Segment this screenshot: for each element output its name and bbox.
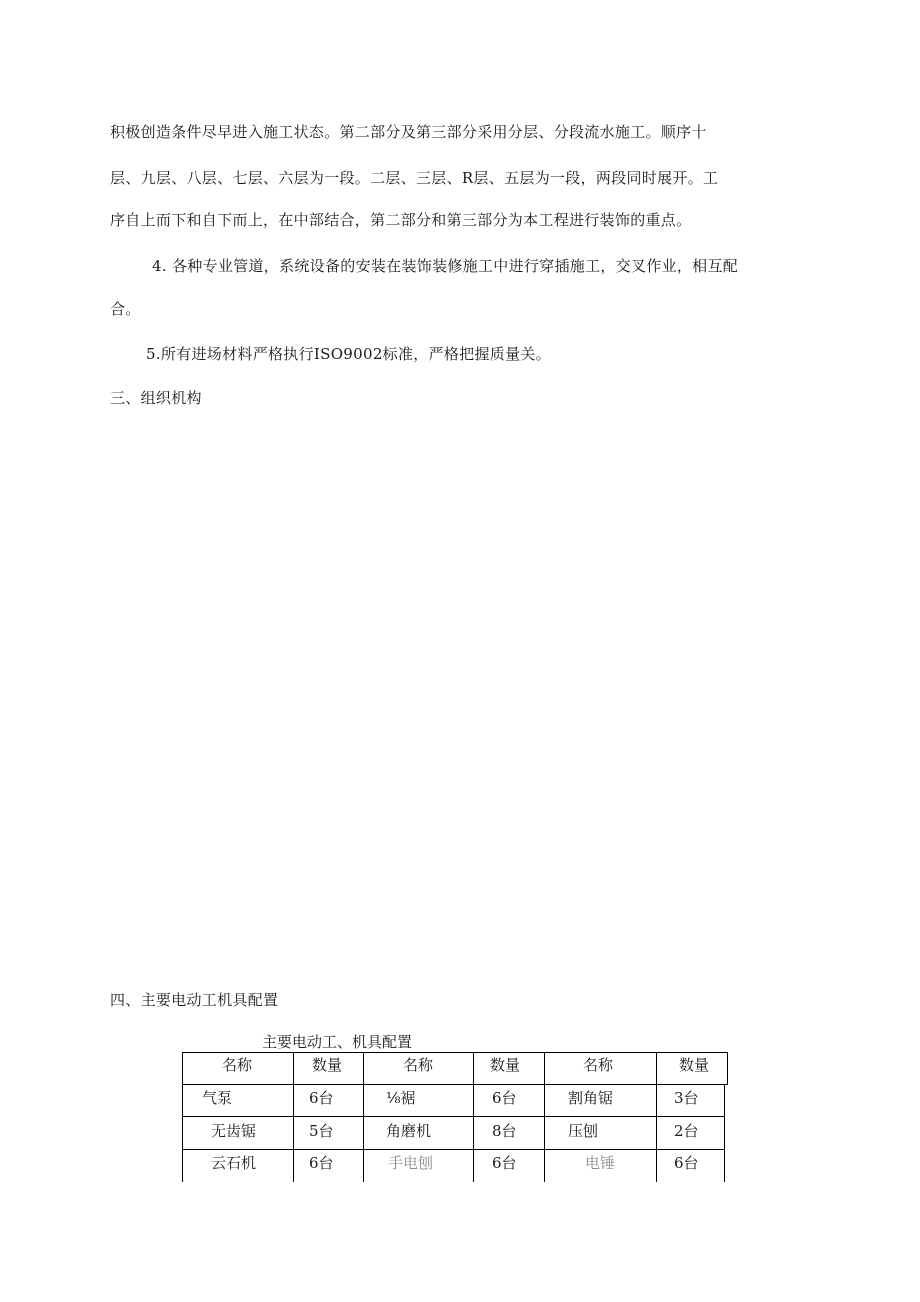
table-cell: 6台 [674,1154,699,1172]
table-cell: 2台 [674,1122,699,1140]
table-cell: 手电刨 [388,1154,434,1172]
paragraph-1-line-3: 序自上而下和自下而上，在中部结合，第二部分和第三部分为本工程进行装饰的重点。 [110,211,692,229]
section-3-heading: 三、组织机构 [110,389,202,407]
table-header-name-3: 名称 [583,1056,614,1074]
paragraph-1-line-1: 积极创造条件尽早进入施工状态。第二部分及第三部分采用分层、分段流水施工。顺序十 [110,123,707,141]
table-rule-col-6-header [727,1052,728,1084]
table-cell: 无齿锯 [211,1122,257,1140]
table-header-qty-3: 数量 [679,1056,710,1074]
table-cell: 6台 [309,1089,334,1107]
table-header-name-1: 名称 [222,1056,253,1074]
table-cell: 6台 [492,1154,517,1172]
table-cell: 云石机 [211,1154,257,1172]
table-rule-col-0 [182,1052,183,1182]
table-cell: 6台 [492,1089,517,1107]
paragraph-2-line-1: 4. 各种专业管道，系统设备的安装在装饰装修施工中进行穿插施工，交叉作业，相互配 [152,257,739,275]
table-rule-col-4 [544,1052,545,1182]
section-4-heading: 四、主要电动工机具配置 [110,991,279,1009]
paragraph-1-line-2: 层、九层、八层、七层、六层为一段。二层、三层、R层、五层为一段，两段同时展开。工 [110,169,719,187]
paragraph-3-line-1: 5.所有进场材料严格执行ISO9002标准，严格把握质量关。 [146,345,551,363]
table-cell: 5台 [309,1122,334,1140]
table-rule-row-1 [182,1116,725,1117]
table-header-qty-1: 数量 [312,1056,343,1074]
table-rule-col-3 [473,1052,474,1182]
table-cell: 割角锯 [568,1089,614,1107]
table-rule-top [182,1052,728,1053]
equipment-table [182,1052,728,1182]
table-rule-col-6 [724,1084,725,1182]
table-rule-header [182,1084,728,1085]
table-rule-col-5 [656,1052,657,1182]
table-header-name-2: 名称 [403,1056,434,1074]
table-cell: 3台 [674,1089,699,1107]
table-cell: 8台 [492,1122,517,1140]
table-rule-col-2 [363,1052,364,1182]
table-caption: 主要电动工、机具配置 [262,1033,413,1051]
table-cell: 气泵 [202,1089,233,1107]
table-cell: ⅛裾 [386,1089,416,1107]
paragraph-2-line-2: 合。 [110,300,141,318]
table-cell: 角磨机 [386,1122,432,1140]
table-rule-col-1 [293,1052,294,1182]
table-cell: 6台 [309,1154,334,1172]
table-cell: 压刨 [568,1122,599,1140]
table-header-qty-2: 数量 [490,1056,521,1074]
table-rule-row-2 [182,1149,725,1150]
table-cell: 电锤 [585,1154,616,1172]
